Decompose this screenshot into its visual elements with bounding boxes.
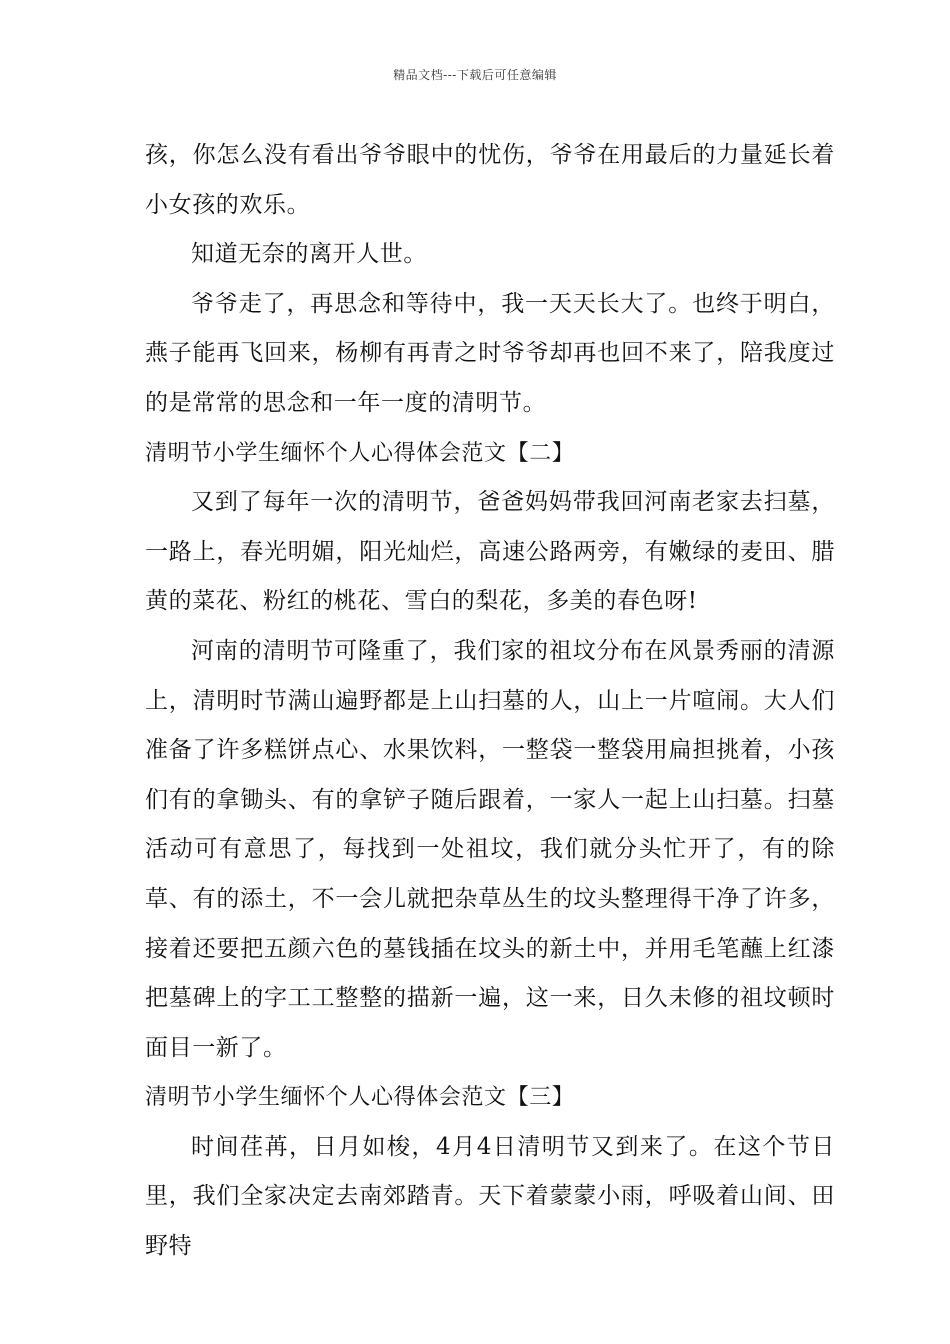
page-header: 精品文档---下载后可任意编辑	[393, 68, 557, 82]
paragraph-3: 爷爷走了，再思念和等待中，我一天天长大了。也终于明白，燕子能再飞回来，杨柳有再青之时爷爷却再也回不来了，陪我度过的是常常的思念和一年一度的清明节。	[145, 290, 835, 416]
paragraph-5: 河南的清明节可隆重了，我们家的祖坟分布在风景秀丽的清源上，清明时节满山遍野都是上山扫墓的人，山上一片喧闹。大人们准备了许多糕饼点心、水果饮料，一整袋一整袋用扁担挑着，小孩们有的拿锄头、有的拿铲子随后跟着，一家人一起上山扫墓。扫墓活动可有意思了，每找到一处祖坟，我们就分头忙开了，有的除草、有的添土，不一会儿就把杂草丛生的坟头整理得干净了许多，接着还要把五颜六色的墓钱插在坟头的新土中，并用毛笔蘸上红漆把墓碑上的字工工整整的描新一遍，这一来，日久未修的祖坟顿时面目一新了。	[145, 637, 835, 1061]
section-heading-2: 清明节小学生缅怀个人心得体会范文【二】	[145, 440, 575, 466]
document-body	[145, 131, 835, 1272]
section-heading-3: 清明节小学生缅怀个人心得体会范文【三】	[145, 1085, 575, 1111]
paragraph-2: 知道无奈的离开人世。	[191, 241, 427, 268]
paragraph-4: 又到了每年一次的清明节，爸爸妈妈带我回河南老家去扫墓，一路上，春光明媚，阳光灿烂，高速公路两旁，有嫩绿的麦田、腊黄的菜花、粉红的桃花、雪白的梨花，多美的春色呀!	[145, 489, 835, 615]
paragraph-6: 时间荏苒，日月如梭，4月4日清明节又到来了。在这个节日里，我们全家决定去南郊踏青。天下着蒙蒙小雨，呼吸着山间、田野特	[145, 1133, 835, 1260]
paragraph-1: 孩，你怎么没有看出爷爷眼中的忧伤，爷爷在用最后的力量延长着小女孩的欢乐。	[145, 142, 835, 218]
